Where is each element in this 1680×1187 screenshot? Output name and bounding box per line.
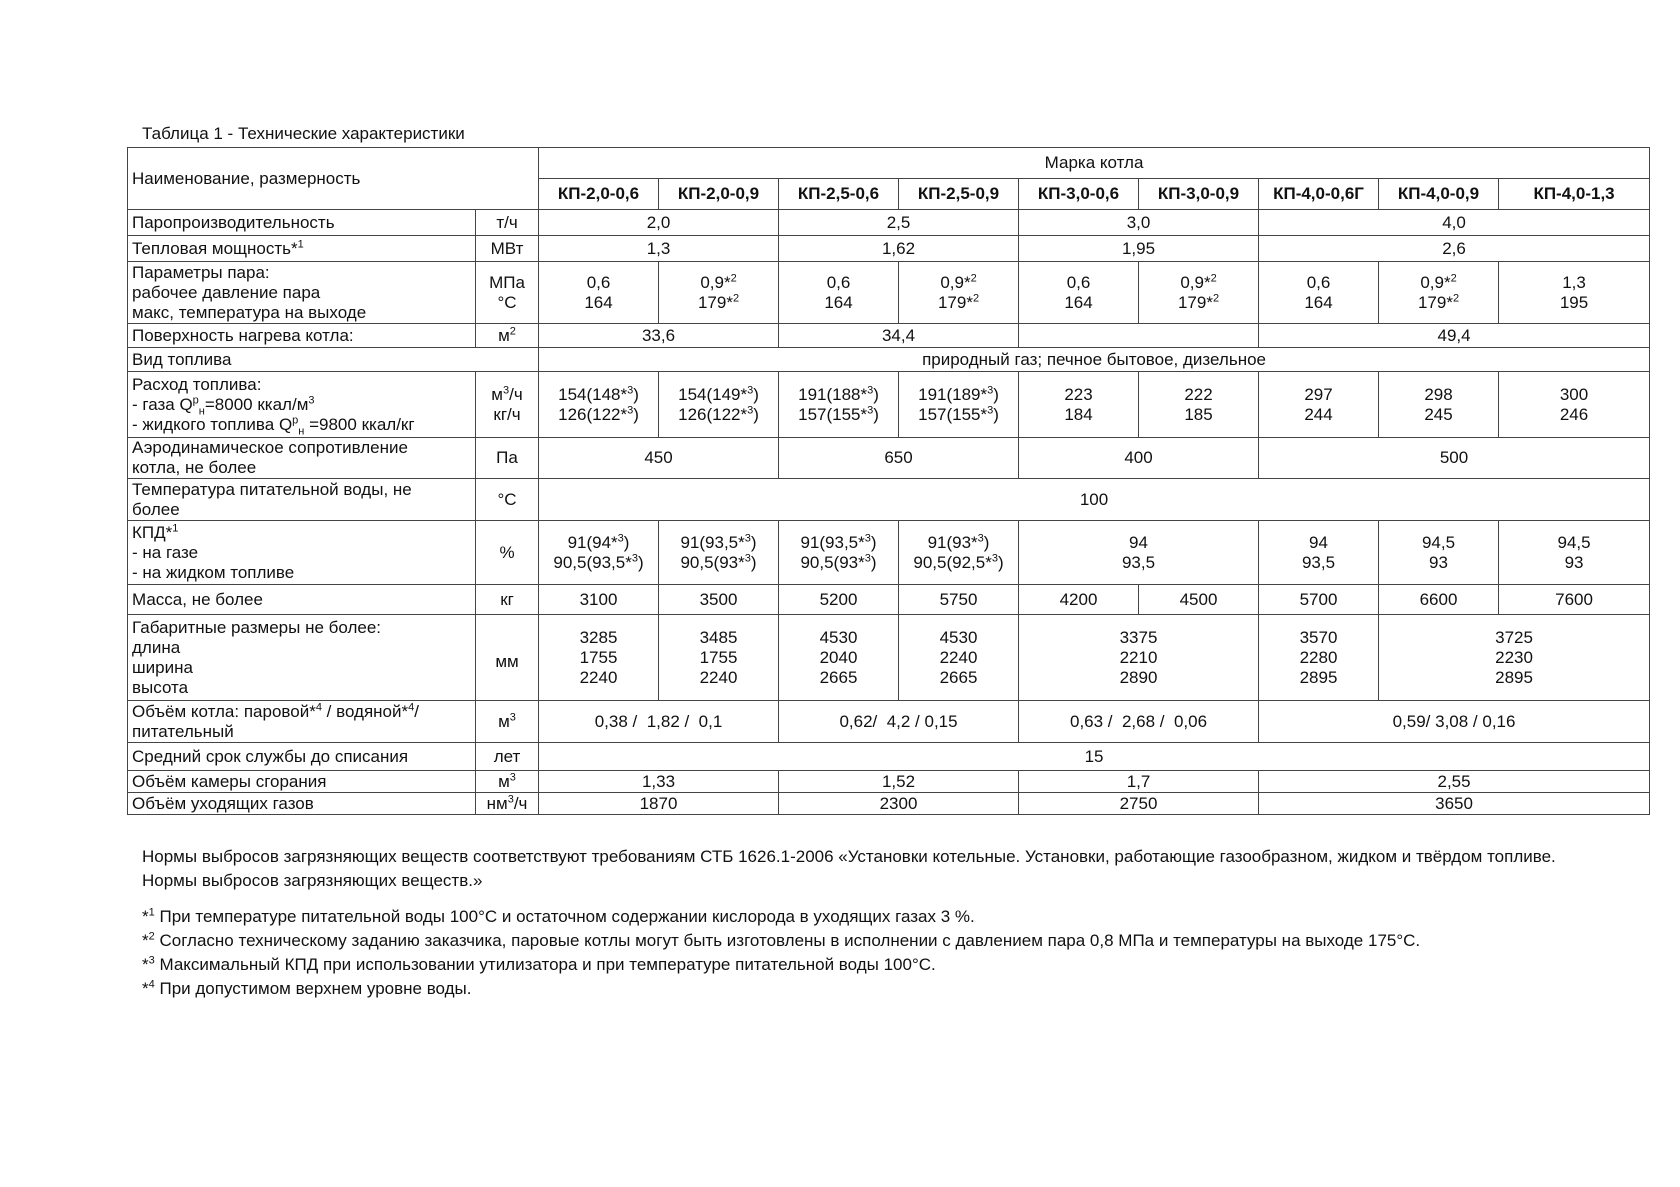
table-cell: 3485 1755 2240 [659, 615, 779, 701]
header-brand-title: Марка котла [539, 148, 1650, 179]
row-flue-gas-volume [128, 793, 1650, 815]
row-label: Тепловая мощность*$^1$ [128, 236, 476, 262]
table-cell: 0,6 164 [1259, 262, 1379, 324]
row-unit: °С [476, 479, 539, 521]
footnote: *$^4$ При допустимом верхнем уровне воды. [142, 978, 472, 998]
table-cell: 450 [539, 438, 779, 479]
row-aerodynamic-resistance [128, 438, 1650, 479]
row-label: Средний срок службы до списания [128, 743, 476, 771]
specifications-table [127, 147, 1650, 815]
table-cell: 222 185 [1139, 372, 1259, 438]
table-cell: 3375 2210 2890 [1019, 615, 1259, 701]
table-cell: 0,9*$^2$ 179*$^2$ [659, 262, 779, 324]
row-label: Параметры пара: рабочее давление пара макс, температура на выходе [128, 262, 476, 324]
model-header: КП-4,0-0,6Г [1259, 179, 1379, 210]
header-name-column: Наименование, размерность [128, 148, 539, 210]
table-cell: 1,95 [1019, 236, 1259, 262]
table-cell: 2300 [779, 793, 1019, 815]
row-unit: кг [476, 585, 539, 615]
model-header: КП-3,0-0,9 [1139, 179, 1259, 210]
row-unit: Па [476, 438, 539, 479]
table-cell: 0,9*$^2$ 179*$^2$ [1139, 262, 1259, 324]
row-unit: $нм^3/ч$ [476, 793, 539, 815]
row-unit: $м^2$ [476, 324, 539, 348]
table-cell: 1,52 [779, 771, 1019, 793]
row-label: Объём котла: паровой*$^4$ / водяной*$^4$/ питательный [128, 701, 476, 743]
table-cell: 0,38 / 1,82 / 0,1 [539, 701, 779, 743]
row-unit: МВт [476, 236, 539, 262]
row-fuel-type [128, 348, 1650, 372]
table-cell: 6600 [1379, 585, 1499, 615]
model-header: КП-4,0-1,3 [1499, 179, 1650, 210]
row-label: Паропроизводительность [128, 210, 476, 236]
table-cell: 0,6 164 [779, 262, 899, 324]
footnote: *$^1$ При температуре питательной воды 100°С и остаточном содержании кислорода в уходящих газах 3 %. [142, 906, 975, 926]
table-cell: 94 93,5 [1019, 521, 1259, 585]
row-unit: лет [476, 743, 539, 771]
table-cell: 0,9*$^2$ 179*$^2$ [899, 262, 1019, 324]
row-label: Вид топлива [128, 348, 539, 372]
row-thermal-power [128, 236, 1650, 262]
row-label: Расход топлива: - газа $Q^р_н=8000$ ккал/$м^3$ - жидкого топлива $Q^р_н =9800$ ккал/кг [128, 372, 476, 438]
row-fuel-consumption [128, 372, 1650, 438]
model-header: КП-2,5-0,6 [779, 179, 899, 210]
table-cell: 154(149*$^3$) 126(122*$^3$) [659, 372, 779, 438]
row-label: Поверхность нагрева котла: [128, 324, 476, 348]
table-cell: 400 [1019, 438, 1259, 479]
table-cell: 2,5 [779, 210, 1019, 236]
table-cell: 34,4 [779, 324, 1019, 348]
table-cell: 0,6 164 [1019, 262, 1139, 324]
row-combustion-chamber [128, 771, 1650, 793]
table-cell [1019, 324, 1259, 348]
table-cell: 94 93,5 [1259, 521, 1379, 585]
header-row-brand [128, 148, 1650, 179]
table-cell: 0,6 164 [539, 262, 659, 324]
row-efficiency [128, 521, 1650, 585]
table-cell: 0,63 / 2,68 / 0,06 [1019, 701, 1259, 743]
table-cell: 33,6 [539, 324, 779, 348]
notes-section [142, 845, 1592, 1001]
table-cell: 223 184 [1019, 372, 1139, 438]
table-cell: природный газ; печное бытовое, дизельное [539, 348, 1650, 372]
table-cell: 1,3 195 [1499, 262, 1650, 324]
table-cell: 1,33 [539, 771, 779, 793]
table-cell: 191(189*$^3$) 157(155*$^3$) [899, 372, 1019, 438]
row-heating-surface [128, 324, 1650, 348]
table-cell: 91(93,5*$^3$) 90,5(93*$^3$) [779, 521, 899, 585]
table-cell: 15 [539, 743, 1650, 771]
model-header: КП-2,0-0,9 [659, 179, 779, 210]
footnote: *$^2$ Согласно техническому заданию заказчика, паровые котлы могут быть изготовлены в исполнении с давлением пара 0,8 МПа и температуры на выходе 175°С. [142, 930, 1421, 950]
table-cell: 2,0 [539, 210, 779, 236]
row-label: Масса, не более [128, 585, 476, 615]
emission-norms-note: Нормы выбросов загрязняющих веществ соответствуют требованиям СТБ 1626.1-2006 «Установки котельные. Установки, работающие газообразном, жидком и твёрдом топливе. Нормы выбросов загрязняющих веществ.» [142, 847, 1556, 890]
row-boiler-volume [128, 701, 1650, 743]
row-dimensions [128, 615, 1650, 701]
table-cell: 91(94*$^3$) 90,5(93,5*$^3$) [539, 521, 659, 585]
table-cell: 154(148*$^3$) 126(122*$^3$) [539, 372, 659, 438]
table-cell: 297 244 [1259, 372, 1379, 438]
table-cell: 4500 [1139, 585, 1259, 615]
table-cell: 298 245 [1379, 372, 1499, 438]
table-cell: 0,62/ 4,2 / 0,15 [779, 701, 1019, 743]
row-unit: т/ч [476, 210, 539, 236]
row-label: Габаритные размеры не более: длина ширина высота [128, 615, 476, 701]
table-cell: 100 [539, 479, 1650, 521]
table-cell: 3500 [659, 585, 779, 615]
table-cell: 91(93,5*$^3$) 90,5(93*$^3$) [659, 521, 779, 585]
table-cell: 3,0 [1019, 210, 1259, 236]
table-cell: 5200 [779, 585, 899, 615]
table-cell: 0,9*$^2$ 179*$^2$ [1379, 262, 1499, 324]
row-feedwater-temperature [128, 479, 1650, 521]
table-cell: 1,62 [779, 236, 1019, 262]
table-cell: 4,0 [1259, 210, 1650, 236]
table-cell: 2,6 [1259, 236, 1650, 262]
row-label: КПД*$^1$ - на газе - на жидком топливе [128, 521, 476, 585]
table-cell: 4530 2040 2665 [779, 615, 899, 701]
row-label: Аэродинамическое сопротивление котла, не более [128, 438, 476, 479]
row-label: Объём уходящих газов [128, 793, 476, 815]
row-service-life [128, 743, 1650, 771]
row-steam-parameters [128, 262, 1650, 324]
table-cell: 94,5 93 [1499, 521, 1650, 585]
table-cell: 3570 2280 2895 [1259, 615, 1379, 701]
table-cell: 49,4 [1259, 324, 1650, 348]
row-unit: МПа °С [476, 262, 539, 324]
model-header: КП-2,0-0,6 [539, 179, 659, 210]
table-cell: 91(93*$^3$) 90,5(92,5*$^3$) [899, 521, 1019, 585]
row-steam-capacity [128, 210, 1650, 236]
table-cell: 3725 2230 2895 [1379, 615, 1650, 701]
row-unit: $м^3$ [476, 771, 539, 793]
row-label: Температура питательной воды, не более [128, 479, 476, 521]
table-caption: Таблица 1 - Технические характеристики [142, 124, 465, 143]
row-unit: % [476, 521, 539, 585]
table-cell: 1870 [539, 793, 779, 815]
table-cell: 2,55 [1259, 771, 1650, 793]
table-cell: 1,7 [1019, 771, 1259, 793]
table-cell: 7600 [1499, 585, 1650, 615]
model-header: КП-2,5-0,9 [899, 179, 1019, 210]
row-label: Объём камеры сгорания [128, 771, 476, 793]
table-cell: 4530 2240 2665 [899, 615, 1019, 701]
table-cell: 3100 [539, 585, 659, 615]
table-cell: 3285 1755 2240 [539, 615, 659, 701]
table-cell: 94,5 93 [1379, 521, 1499, 585]
table-cell: 191(188*$^3$) 157(155*$^3$) [779, 372, 899, 438]
table-cell: 650 [779, 438, 1019, 479]
table-cell: 300 246 [1499, 372, 1650, 438]
table-cell: 2750 [1019, 793, 1259, 815]
table-cell: 5750 [899, 585, 1019, 615]
row-unit: $м^3/ч$ кг/ч [476, 372, 539, 438]
model-header: КП-4,0-0,9 [1379, 179, 1499, 210]
table-cell: 4200 [1019, 585, 1139, 615]
model-header: КП-3,0-0,6 [1019, 179, 1139, 210]
table-cell: 500 [1259, 438, 1650, 479]
footnote: *$^3$ Максимальный КПД при использовании утилизатора и при температуре питательной воды 100°С. [142, 954, 936, 974]
table-cell: 1,3 [539, 236, 779, 262]
row-unit: мм [476, 615, 539, 701]
table-cell: 0,59/ 3,08 / 0,16 [1259, 701, 1650, 743]
row-mass [128, 585, 1650, 615]
table-cell: 5700 [1259, 585, 1379, 615]
row-unit: $м^3$ [476, 701, 539, 743]
table-cell: 3650 [1259, 793, 1650, 815]
